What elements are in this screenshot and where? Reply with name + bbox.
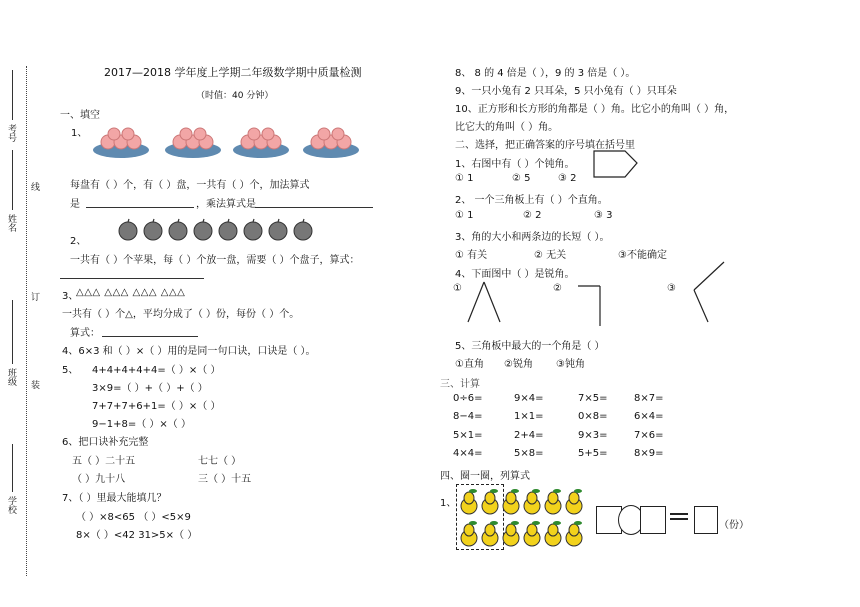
- peach-plate-1: [93, 128, 149, 158]
- q1-line2-mid: ，乘法算式是: [196, 199, 256, 210]
- kaohao-fill-line: [12, 70, 13, 120]
- q10-line1: 10、正方形和长方形的角都是（ ）角。比它小的角叫（ ）角，: [455, 104, 735, 115]
- q6-r2-a: （ ）九十八: [72, 474, 126, 485]
- q7-row-1: （ ）×8<65 （ ）<5×9: [76, 512, 191, 523]
- q3-answer-blank[interactable]: [102, 324, 198, 337]
- choice-5-opt-3: ③钝角: [556, 359, 585, 370]
- q9-text: 9、一只小兔有 2 只耳朵，5 只小兔有（ ）只耳朵: [455, 86, 677, 97]
- choice-1-opt-3: ③ 2: [558, 173, 577, 184]
- pears-figure: [456, 484, 586, 550]
- peach-plate-4: [303, 128, 359, 158]
- pentagon-figure: [593, 150, 639, 178]
- q1-addition-blank[interactable]: [86, 195, 194, 208]
- binding-line: [26, 66, 27, 576]
- pear-icon: [524, 521, 540, 546]
- q6-r1-a: 五（ ）二十五: [72, 456, 136, 467]
- banji-fill-line: [12, 300, 13, 364]
- unit-label: （份）: [719, 520, 749, 531]
- section-2-heading: 二、选择，把正确答案的序号填在括号里: [455, 140, 635, 151]
- calc-item: 5×1=: [453, 430, 483, 441]
- zhuang-label: 装: [29, 380, 39, 389]
- q2-number: 2、: [70, 236, 87, 247]
- apple-icon: [169, 219, 187, 240]
- s4-number: 1、: [440, 498, 457, 509]
- calc-item: 7×6=: [634, 430, 664, 441]
- q1-multiplication-blank[interactable]: [255, 195, 373, 208]
- kaohao-label: 考号: [6, 124, 16, 142]
- q1-line1: 每盘有（ ）个，有（ ）盘，一共有（ ）个，加法算式: [70, 180, 310, 191]
- obtuse-angle-shape: [694, 262, 724, 322]
- choice-2-opt-1: ① 1: [455, 210, 474, 221]
- answer-box-2[interactable]: [640, 506, 666, 534]
- calc-item: 8×7=: [634, 393, 664, 404]
- apple-icon: [269, 219, 287, 240]
- banji-label: 班级: [6, 368, 16, 386]
- xuexiao-label: 学校: [6, 496, 16, 514]
- q2-answer-blank[interactable]: [60, 266, 204, 279]
- q3-number: 3、: [62, 291, 79, 302]
- q1-line2-prefix: 是: [70, 199, 80, 210]
- q3-line1: 一共有（ ）个△，平均分成了（ ）份，每份（ ）个。: [62, 309, 300, 320]
- section-4-heading: 四、圈一圈，列算式: [440, 471, 530, 482]
- q5-number: 5、: [62, 365, 79, 376]
- calc-item: 9×3=: [578, 430, 608, 441]
- q6-heading: 6、把口诀补充完整: [62, 437, 149, 448]
- calc-item: 0×8=: [578, 411, 608, 422]
- calc-item: 7×5=: [578, 393, 608, 404]
- right-angle-shape: [578, 286, 600, 326]
- calc-item: 1×1=: [514, 411, 544, 422]
- calc-item: 9×4=: [514, 393, 544, 404]
- q4-text: 4、6×3 和（ ）×（ ）用的是同一句口诀，口诀是（ ）。: [62, 346, 316, 357]
- choice-1-opt-2: ② 5: [512, 173, 531, 184]
- choice-2-opt-3: ③ 3: [594, 210, 613, 221]
- angles-figure: [460, 260, 740, 330]
- choice-3-opt-1: ① 有关: [455, 250, 488, 261]
- choice-5-opt-1: ①直角: [455, 359, 484, 370]
- calc-item: 2+4=: [514, 430, 544, 441]
- calc-item: 0÷6=: [453, 393, 483, 404]
- apple-icon: [244, 219, 262, 240]
- pear-icon: [461, 489, 477, 514]
- choice-3-opt-2: ② 无关: [534, 250, 567, 261]
- peach-plate-2: [165, 128, 221, 158]
- xian-label: 线: [29, 182, 39, 191]
- pear-icon: [566, 489, 582, 514]
- q3-triangles: △△△ △△△ △△△ △△△: [76, 287, 186, 298]
- apple-icon: [219, 219, 237, 240]
- apple-icon: [144, 219, 162, 240]
- choice-5-text: 5、三角板中最大的一个角是（ ）: [455, 341, 605, 352]
- choice-3-opt-3: ③不能确定: [618, 250, 667, 261]
- acute-angle-shape: [468, 282, 500, 322]
- q7-row-2: 8×（ ）<42 31>5×（ ）: [76, 530, 198, 541]
- q3-line2: 算式：: [70, 328, 100, 339]
- xingming-label: 姓名: [6, 214, 16, 232]
- xuexiao-fill-line: [12, 444, 13, 492]
- pear-icon: [566, 521, 582, 546]
- choice-2-text: 2、 一个三角板上有（ ）个直角。: [455, 195, 608, 206]
- equals-sign: [670, 513, 688, 520]
- apple-icon: [119, 219, 137, 240]
- peach-plates-figure: [90, 122, 390, 162]
- choice-4-text: 4、下面图中（ ）是锐角。: [455, 269, 575, 280]
- exam-title: 2017—2018 学年度上学期二年级数学期中质量检测: [104, 66, 362, 79]
- q8-text: 8、 8 的 4 倍是（ ），9 的 3 倍是（ ）。: [455, 68, 636, 79]
- calc-item: 4×4=: [453, 448, 483, 459]
- angle-label-1: ①: [453, 283, 462, 294]
- section-3-heading: 三、计算: [440, 379, 480, 390]
- angle-label-3: ③: [667, 283, 676, 294]
- q5-row-4: 9−1+8=（ ）×（ ）: [92, 419, 191, 430]
- q1-number: 1、: [71, 128, 88, 139]
- peach-plate-3: [233, 128, 289, 158]
- pear-icon: [503, 521, 519, 546]
- pear-icon: [461, 521, 477, 546]
- angle-label-2: ②: [553, 283, 562, 294]
- calc-item: 8−4=: [453, 411, 483, 422]
- pear-icon: [524, 489, 540, 514]
- apples-figure: [118, 218, 328, 242]
- apple-icon: [294, 219, 312, 240]
- q2-line1: 一共有（ ）个苹果，每（ ）个放一盘，需要（ ）个盘子，算式：: [70, 255, 360, 266]
- calc-item: 5+5=: [578, 448, 608, 459]
- q7-heading: 7、（ ）里最大能填几？: [62, 493, 167, 504]
- q10-line2: 比它大的角叫（ ）角。: [455, 122, 559, 133]
- apple-icon: [194, 219, 212, 240]
- time-note: （时值：40 分钟）: [196, 91, 274, 101]
- q5-row-1: 4+4+4+4+4=（ ）×（ ）: [92, 365, 221, 376]
- q6-r2-b: 三（ ）十五: [198, 474, 252, 485]
- pear-icon: [503, 489, 519, 514]
- pear-icon: [545, 489, 561, 514]
- section-1-heading: 一、填空: [60, 110, 100, 121]
- ding-label: 订: [29, 292, 39, 301]
- q6-r1-b: 七七（ ）: [198, 456, 242, 467]
- choice-5-opt-2: ②锐角: [504, 359, 533, 370]
- choice-3-text: 3、角的大小和两条边的长短（ ）。: [455, 232, 610, 243]
- pear-icon: [482, 521, 498, 546]
- choice-1-opt-1: ① 1: [455, 173, 474, 184]
- choice-1-text: 1、右图中有（ ）个钝角。: [455, 159, 575, 170]
- xingming-fill-line: [12, 150, 13, 210]
- q5-row-2: 3×9=（ ）+（ ）+（ ）: [92, 383, 208, 394]
- calc-item: 5×8=: [514, 448, 544, 459]
- pear-icon: [482, 489, 498, 514]
- calc-item: 8×9=: [634, 448, 664, 459]
- pear-icon: [545, 521, 561, 546]
- choice-2-opt-2: ② 2: [523, 210, 542, 221]
- q5-row-3: 7+7+7+6+1=（ ）×（ ）: [92, 401, 221, 412]
- answer-box-3[interactable]: [694, 506, 718, 534]
- calc-item: 6×4=: [634, 411, 664, 422]
